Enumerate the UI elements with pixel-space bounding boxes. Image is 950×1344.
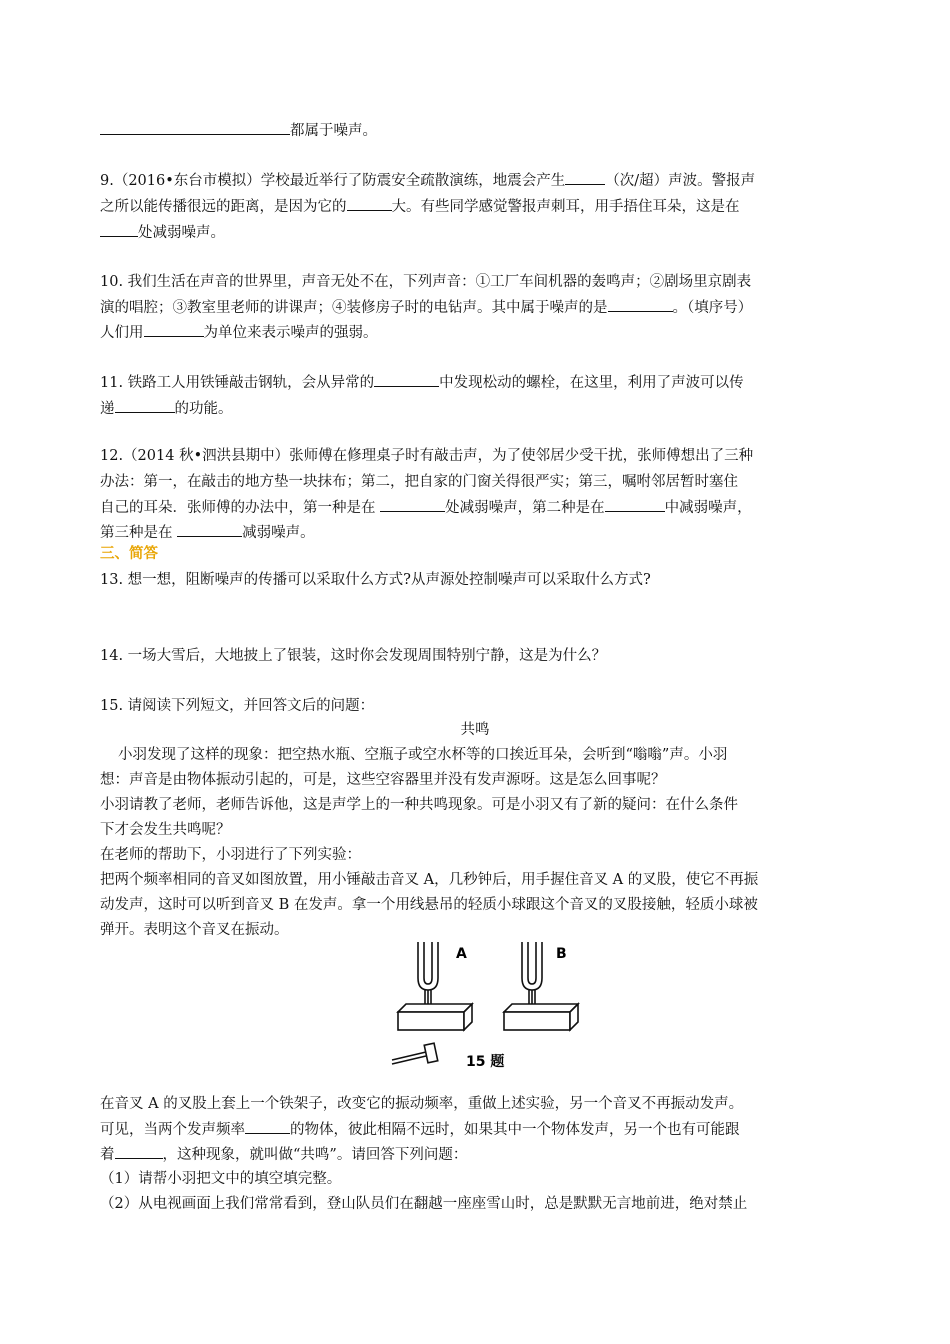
answer-blank[interactable] xyxy=(605,497,665,512)
answer-blank[interactable] xyxy=(100,120,290,135)
q15-subquestion-2: （2）从电视画面上我们常常看到，登山队员们在翻越一座座雪山时，总是默默无言地前进，绝对禁止 xyxy=(100,1196,748,1212)
hammer-icon xyxy=(392,1043,438,1064)
passage-line-4: 下才会发生共鸣呢？ xyxy=(100,822,231,838)
q14-line-1: 14. 一场大雪后，大地披上了银装，这时你会发现周围特别宁静，这是为什么？ xyxy=(100,648,607,664)
q12-line-4: 第三种是在 减弱噪声。 xyxy=(100,522,315,543)
q9-line-3: 处减弱噪声。 xyxy=(100,222,225,243)
q12-line-3: 自己的耳朵．张师傅的办法中，第一种是在 处减弱噪声，第二种是在 中减弱噪声， xyxy=(100,497,752,518)
q11-line-1: 11. 铁路工人用铁锤敲击钢轨，会从异常的 中发现松动的螺栓，在这里，利用了声波可以传 xyxy=(100,372,744,393)
q15-line-1: 15. 请阅读下列短文，并回答文后的问题： xyxy=(100,698,375,714)
passage-title: 共鸣 xyxy=(460,722,490,738)
figure-caption: 15 题 xyxy=(466,1054,505,1070)
resonance-box-a xyxy=(398,1004,472,1030)
q13-line-1: 13. 想一想，阻断噪声的传播可以采取什么方式?从声源处控制噪声可以采取什么方式? xyxy=(100,572,651,588)
answer-blank[interactable] xyxy=(177,522,242,537)
passage-line-9: 在音叉 A 的叉股上套上一个铁架子，改变它的振动频率，重做上述实验，另一个音叉不再振动发声。 xyxy=(100,1096,744,1112)
passage-line-1: 小羽发现了这样的现象：把空热水瓶、空瓶子或空水杯等的口挨近耳朵，会听到“嗡嗡”声。小羽 xyxy=(118,747,728,763)
answer-blank[interactable] xyxy=(144,322,204,337)
tuning-fork-b xyxy=(522,942,542,1010)
passage-line-3: 小羽请教了老师，老师告诉他，这是声学上的一种共鸣现象。可是小羽又有了新的疑问：在什么条件 xyxy=(100,797,738,813)
answer-blank[interactable] xyxy=(245,1119,290,1134)
passage-line-5: 在老师的帮助下，小羽进行了下列实验： xyxy=(100,847,361,863)
answer-blank[interactable] xyxy=(380,497,445,512)
answer-blank[interactable] xyxy=(347,196,392,211)
q11-line-2: 递 的功能。 xyxy=(100,398,233,419)
passage-line-7: 动发声，这时可以听到音叉 B 在发声。拿一个用线悬吊的轻质小球跟这个音叉的叉股接触，轻质小球被 xyxy=(100,897,758,913)
passage-line-8: 弹开。表明这个音叉在振动。 xyxy=(100,922,289,938)
answer-blank[interactable] xyxy=(608,297,673,312)
q8-tail: 都属于噪声。 xyxy=(100,120,377,141)
fork-a-label: A xyxy=(456,946,467,962)
q10-line-2: 演的唱腔；③教室里老师的讲课声；④装修房子时的电钻声。其中属于噪声的是 。（填序号） xyxy=(100,297,752,318)
passage-line-10: 可见，当两个发声频率 的物体，彼此相隔不远时，如果其中一个物体发声，另一个也有可能跟 xyxy=(100,1119,740,1140)
section-heading: 三、简答 xyxy=(100,546,158,562)
passage-line-2: 想：声音是由物体振动引起的，可是，这些空容器里并没有发声源呀。这是怎么回事呢？ xyxy=(100,772,666,788)
answer-blank[interactable] xyxy=(115,398,175,413)
q9-line-1: 9.（2016•东台市模拟）学校最近举行了防震安全疏散演练，地震会产生 （次/超）声波。警报声 xyxy=(100,170,755,191)
answer-blank[interactable] xyxy=(115,1144,163,1159)
answer-blank[interactable] xyxy=(100,222,138,237)
answer-blank[interactable] xyxy=(565,170,605,185)
q12-line-1: 12.（2014 秋•泗洪县期中）张师傅在修理桌子时有敲击声，为了使邻居少受干扰，张师傅想出了三种 xyxy=(100,448,754,464)
fork-b-label: B xyxy=(556,946,567,962)
tuning-fork-figure xyxy=(380,936,580,1076)
passage-line-6: 把两个频率相同的音叉如图放置，用小锤敲击音叉 A，几秒钟后，用手握住音叉 A 的叉股，使它不再振 xyxy=(100,872,759,888)
q12-line-2: 办法：第一，在敲击的地方垫一块抹布；第二，把自家的门窗关得很严实；第三，嘱咐邻居暂时塞住 xyxy=(100,474,738,490)
tuning-fork-a xyxy=(418,942,438,1010)
q10-line-3: 人们用 为单位来表示噪声的强弱。 xyxy=(100,322,378,343)
q15-subquestion-1: （1）请帮小羽把文中的填空填完整。 xyxy=(100,1171,342,1187)
answer-blank[interactable] xyxy=(374,372,439,387)
resonance-box-b xyxy=(504,1004,578,1030)
passage-line-11: 着 ，这种现象，就叫做“共鸣”。请回答下列问题： xyxy=(100,1144,467,1165)
q10-line-1: 10. 我们生活在声音的世界里，声音无处不在，下列声音：①工厂车间机器的轰鸣声；②剧场里京剧表 xyxy=(100,274,752,290)
q9-line-2: 之所以能传播很远的距离，是因为它的 大。有些同学感觉警报声刺耳，用手捂住耳朵，这是在 xyxy=(100,196,740,217)
